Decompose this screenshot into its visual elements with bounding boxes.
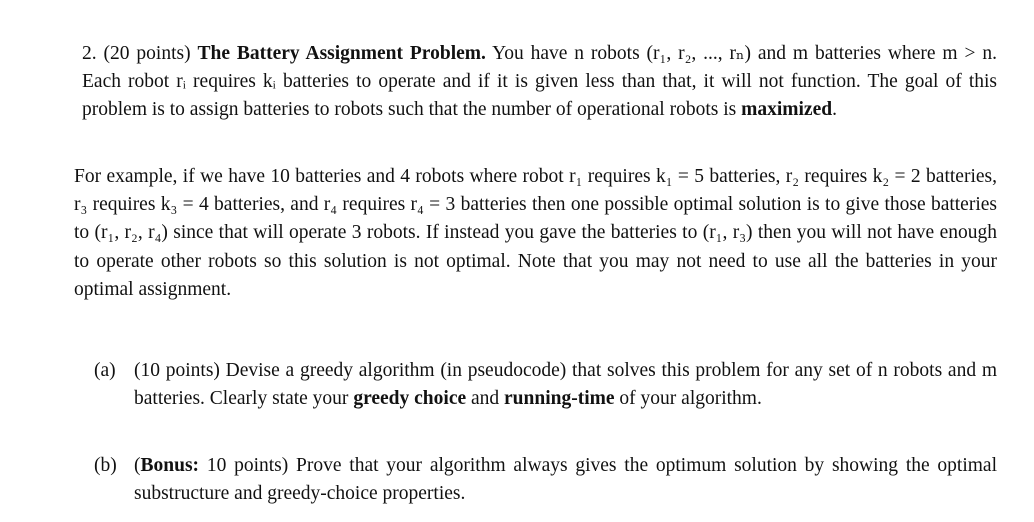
part-a-running-time: running-time — [504, 388, 615, 410]
part-b-open-paren: ( — [134, 455, 141, 477]
part-a — [94, 357, 997, 413]
part-a-label: (a) — [94, 360, 116, 381]
part-b — [94, 452, 997, 508]
part-a-text-3: of your algorithm. — [619, 388, 762, 410]
example-text: For example, if we have 10 batteries and 4 robots where robot r₁ requires k₁ = 5 batteries, r₂ requires k₂ = 2 batteries, r₃ requires k₃ = 4 batteries, and r₄ requires r₄ = 3 batteries then one possible optimal solution is to give those batteries to (r₁, r₂, r₄) since that will operate 3 robots. If instead you gave the batteries to (r₁, r₃) then you will not have enough to operate other robots so this solution is not optimal. Note that you may not need to use all the batteries in your optimal assignment. — [74, 166, 997, 300]
part-b-label: (b) — [94, 455, 117, 476]
part-b-bonus: Bonus: — [140, 455, 200, 477]
part-b-body — [134, 452, 997, 508]
part-a-greedy-choice: greedy choice — [353, 388, 467, 410]
problem-points: (20 points) — [103, 43, 191, 64]
problem-statement — [82, 40, 997, 125]
part-a-text-2: and — [471, 388, 500, 410]
problem-title: The Battery Assignment Problem. — [197, 43, 486, 64]
problem-intro: You have n robots (r₁, r₂, ..., rₙ) and m batteries where m > n. Each robot rᵢ requires kᵢ batteries to operate and if it is given less than that, it will not function. The goal of this problem is to assign batteries to robots such that the number of operational robots is — [82, 43, 998, 121]
problem-number: 2. — [82, 43, 97, 64]
problem-intro-end: . — [832, 99, 837, 121]
problem-intro-emphasis: maximized — [741, 99, 833, 121]
part-a-text-1: (10 points) Devise a greedy algorithm (in pseudocode) that solves this problem for any set of n robots and m batteries. Clearly state your — [134, 360, 997, 410]
part-a-body — [134, 357, 997, 413]
part-b-text: 10 points) Prove that your algorithm always gives the optimum solution by showing the optimal substructure and greedy-choice properties. — [134, 455, 997, 505]
example-paragraph — [74, 163, 997, 304]
